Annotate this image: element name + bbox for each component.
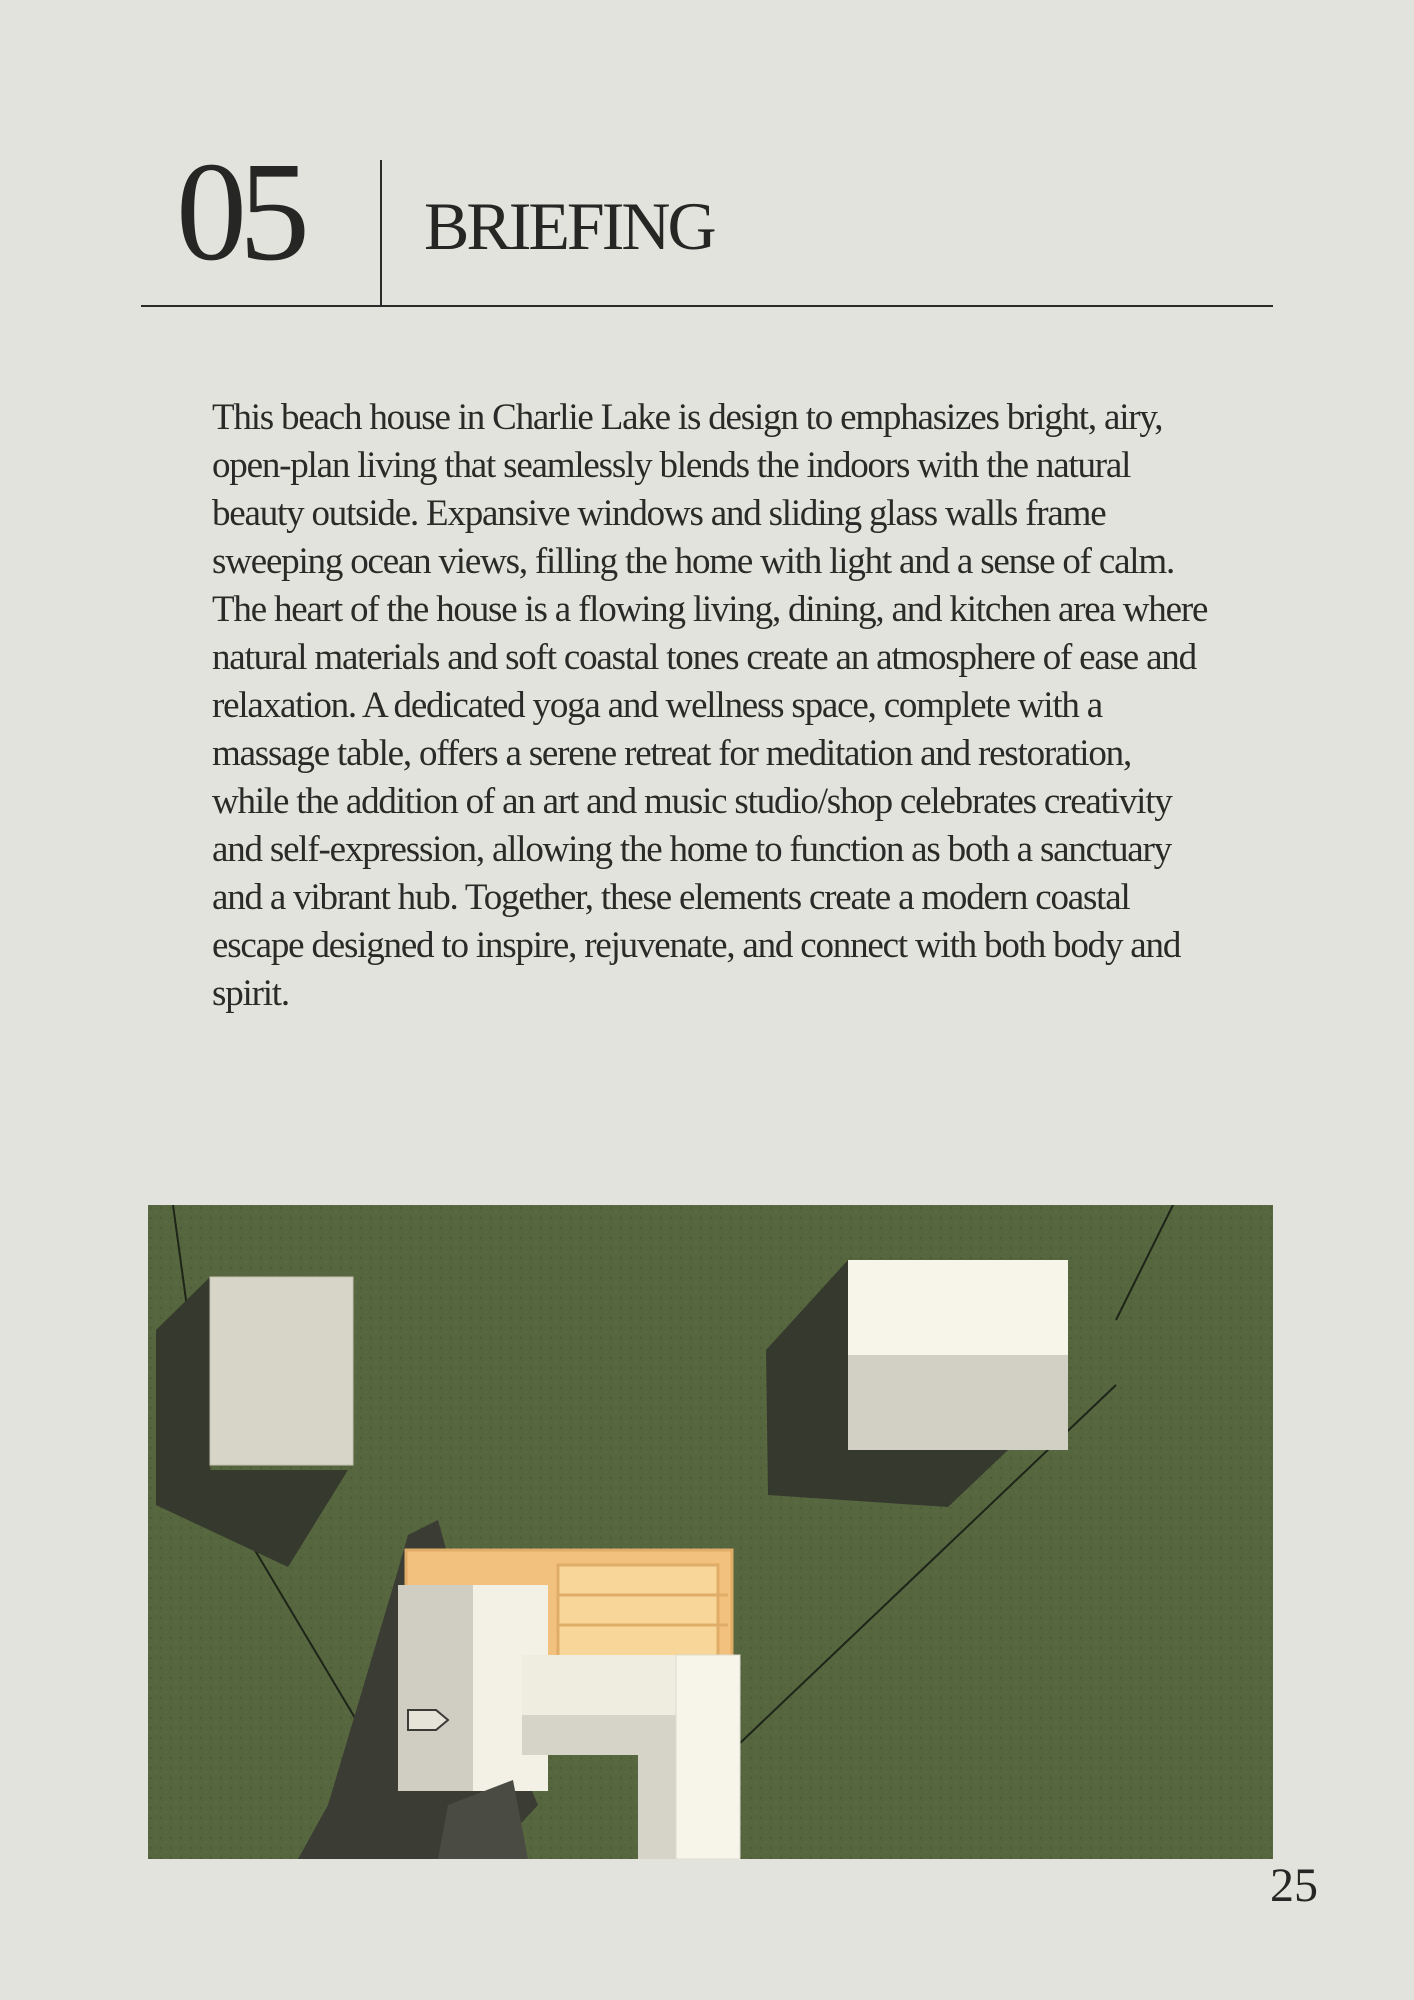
section-title: BRIEFING: [424, 188, 714, 264]
header-divider: [380, 160, 382, 306]
section-number: 05: [176, 132, 302, 290]
studio-roof-light: [848, 1260, 1068, 1355]
studio-roof-shaded: [848, 1355, 1068, 1450]
header-rule: [141, 305, 1273, 307]
site-plan-image: [148, 1205, 1273, 1859]
house-l-roof-flat: [676, 1655, 740, 1859]
small-building-roof: [210, 1277, 353, 1465]
page-number: 25: [1270, 1859, 1318, 1912]
house-wing-shaded: [398, 1585, 473, 1791]
briefing-paragraph: This beach house in Charlie Lake is design to emphasizes bright, airy, open-plan living that seamlessly blends the indoors with the natural beauty outside. Expansive windows and sliding glass walls frame sweeping ocean views, filling the home with light and a sense of calm. The heart of the house is a flowing living, dining, and kitchen area where natural materials and soft coastal tones create an atmosphere of ease and relaxation. A dedicated yoga and wellness space, complete with a massage table, offers a serene retreat for meditation and restoration, while the addition of an art and music studio/shop celebrates creativity and self-expression, allowing the home to function as both a sanctuary and a vibrant hub. Together, these elements create a modern coastal escape designed to inspire, rejuvenate, and connect with both body and spirit.: [212, 397, 1208, 1014]
